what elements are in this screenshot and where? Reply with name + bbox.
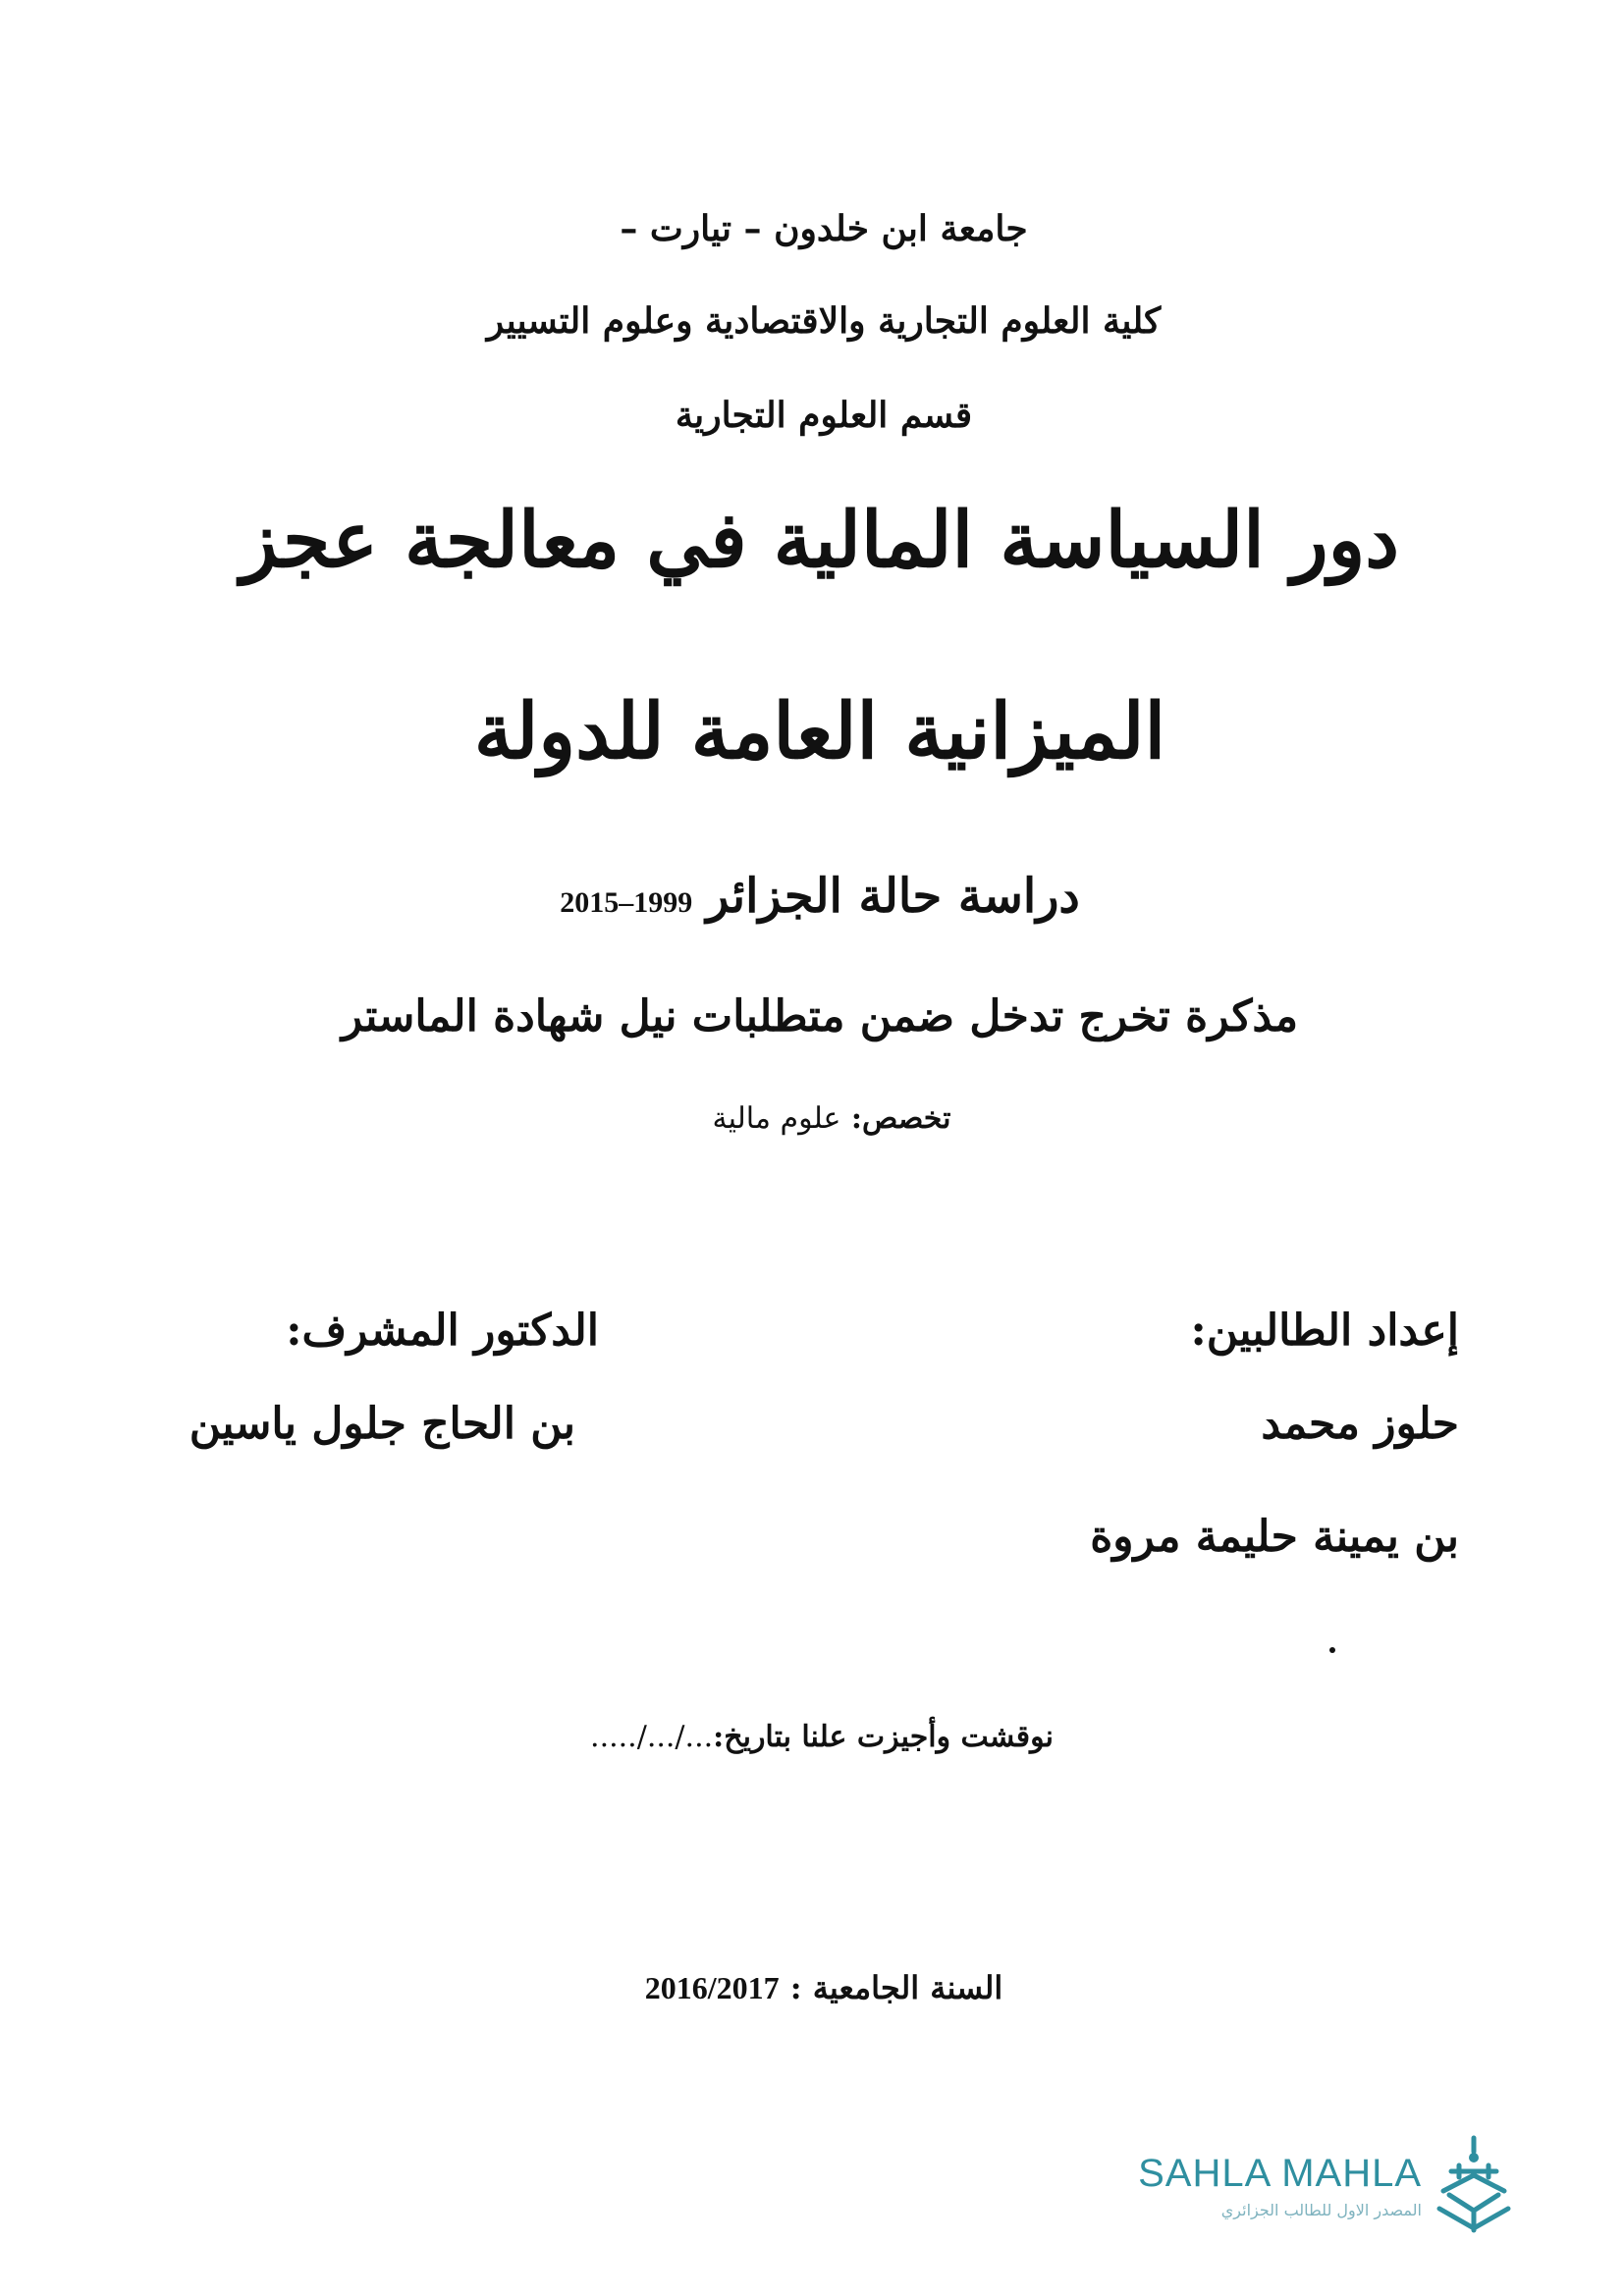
case-study-text: دراسة حالة الجزائر (706, 869, 1080, 924)
faculty-name: كلية العلوم التجارية والاقتصادية وعلوم التسيير (486, 300, 1162, 342)
student-name-1: حلوز محمد (1261, 1399, 1459, 1449)
thesis-title-line-2: الميزانية العامة للدولة (473, 687, 1166, 776)
logo-emblem-icon (1430, 2130, 1518, 2238)
student-name-2: بن يمينة حليمة مروة (1090, 1512, 1459, 1562)
department-name: قسم العلوم التجارية (675, 395, 973, 436)
sahla-mahla-logo (1106, 2130, 1518, 2238)
specialty-line (20, 1101, 1624, 1136)
university-name: جامعة ابن خلدون – تيارت – (620, 208, 1028, 249)
memo-description: مذكرة تخرج تدخل ضمن متطلبات نيل شهادة الماستر (341, 991, 1299, 1041)
academic-year-line (12, 1969, 1624, 2006)
specialty-value: علوم مالية (712, 1101, 841, 1136)
academic-year-label: السنة الجامعية : (789, 1969, 1003, 2006)
stray-dot (1329, 1647, 1335, 1653)
defense-label: نوقشت وأجيزت علنا بتاريخ: (713, 1720, 1054, 1754)
defense-date-line (10, 1720, 1624, 1754)
academic-year-value: 2016/2017 (644, 1970, 780, 2005)
logo-brand-text: SAHLA MAHLA (1138, 2152, 1422, 2195)
students-label: إعداد الطالبين: (1190, 1306, 1459, 1356)
case-study-years: 1999–2015 (560, 886, 693, 919)
supervisor-label: الدكتور المشرف: (286, 1306, 599, 1356)
logo-tagline: المصدر الاول للطالب الجزائري (1220, 2201, 1422, 2219)
case-study-subtitle (8, 869, 1624, 924)
thesis-title-line-1: دور السياسة المالية في معالجة عجز (240, 496, 1400, 585)
specialty-label: تخصص: (850, 1101, 951, 1136)
defense-date-blank: .../.../..... (590, 1720, 714, 1754)
supervisor-name: بن الحاج جلول ياسين (189, 1399, 575, 1449)
